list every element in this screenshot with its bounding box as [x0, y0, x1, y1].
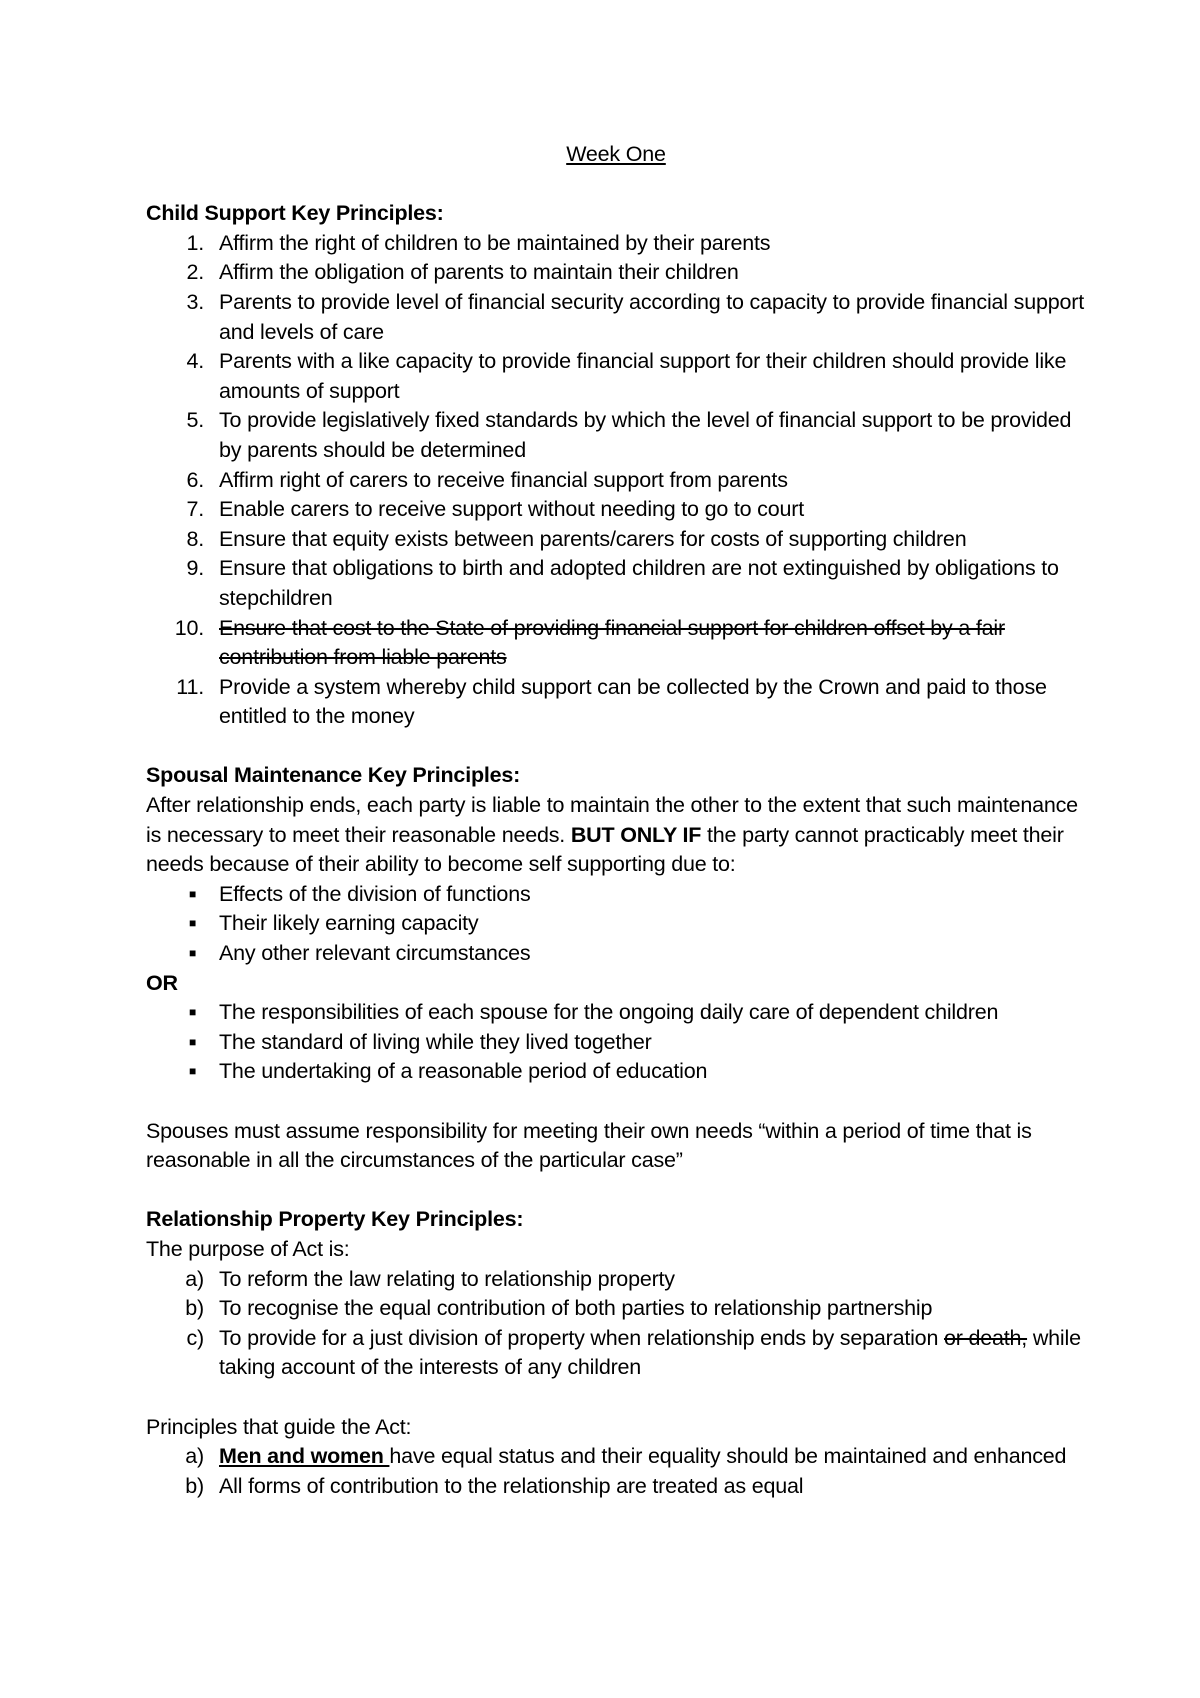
- list-number: 1.: [186, 230, 204, 255]
- bullet-item: [146, 1028, 1086, 1058]
- list-item: [146, 673, 1086, 732]
- list-item-text: Ensure that cost to the State of providing financial support for children offset by a fair contribution from liable parents: [219, 615, 1005, 670]
- page-title: Week One: [566, 142, 666, 166]
- list-item-text: Parents to provide level of financial security according to capacity to provide financial support and levels of care: [219, 289, 1084, 344]
- bullet-text: Effects of the division of functions: [219, 881, 531, 906]
- list-item-struck: [146, 614, 1086, 673]
- bullet-square-icon: ■: [188, 1034, 196, 1049]
- list-number: 10.: [174, 615, 204, 640]
- spousal-heading: Spousal Maintenance Key Principles:: [146, 763, 521, 788]
- list-letter: b): [185, 1296, 204, 1321]
- list-item-text: have equal status and their equality should be maintained and enhanced: [389, 1444, 1067, 1469]
- property-heading: Relationship Property Key Principles:: [146, 1207, 524, 1232]
- list-item-text: Ensure that obligations to birth and adopted children are not extinguished by obligations to stepchildren: [219, 556, 1059, 610]
- list-item-text: Affirm the obligation of parents to maintain their children: [219, 260, 739, 285]
- bullet-text: The responsibilities of each spouse for the ongoing daily care of dependent children: [219, 1000, 999, 1025]
- or-label: OR: [146, 970, 178, 995]
- spousal-intro-text-end: the party cannot practicably meet their needs because of their ability to become self supporting due to:: [146, 822, 1064, 877]
- list-number: 2.: [186, 260, 204, 285]
- list-item: [146, 406, 1086, 465]
- spousal-bullets-b: [146, 998, 1086, 1087]
- list-letter: a): [185, 1444, 204, 1469]
- spousal-bullets-a: [146, 880, 1086, 969]
- list-item: [146, 1265, 1086, 1295]
- list-item: [146, 1324, 1086, 1383]
- spacer: [146, 1087, 1086, 1117]
- bullet-square-icon: ■: [188, 946, 196, 961]
- list-letter: c): [186, 1325, 204, 1350]
- list-item-text: To recognise the equal contribution of both parties to relationship partnership: [219, 1296, 933, 1321]
- bullet-square-icon: ■: [188, 1064, 196, 1079]
- bullet-text: Any other relevant circumstances: [219, 941, 531, 966]
- list-item: [146, 466, 1086, 496]
- list-item-text: Provide a system whereby child support can be collected by the Crown and paid to those entitled to the money: [219, 674, 1047, 729]
- purpose-intro: The purpose of Act is:: [146, 1236, 350, 1261]
- child-support-list: [146, 229, 1086, 732]
- child-support-heading: Child Support Key Principles:: [146, 201, 444, 226]
- bullet-item: [146, 939, 1086, 969]
- list-number: 4.: [186, 349, 204, 374]
- list-item-text: Parents with a like capacity to provide financial support for their children should provide like amounts of support: [219, 349, 1067, 403]
- spousal-intro-text: After relationship ends, each party is liable to maintain the other to the extent that such maintenance is necessary to meet their reasonable needs.: [146, 793, 1078, 847]
- spousal-intro: [146, 791, 1086, 880]
- list-item-text: Enable carers to receive support without needing to go to court: [219, 497, 804, 522]
- bullet-text: The standard of living while they lived together: [219, 1029, 652, 1054]
- spacer: [146, 1383, 1086, 1413]
- list-number: 3.: [186, 289, 204, 314]
- list-item: [146, 495, 1086, 525]
- bullet-text: Their likely earning capacity: [219, 911, 479, 936]
- list-letter: b): [185, 1473, 204, 1498]
- list-number: 9.: [186, 556, 204, 581]
- list-item: [146, 1442, 1086, 1472]
- purpose-list: [146, 1265, 1086, 1383]
- list-item: [146, 1472, 1086, 1502]
- list-item-text: Affirm right of carers to receive financial support from parents: [219, 467, 788, 492]
- bullet-square-icon: ■: [188, 886, 196, 901]
- spousal-closing: Spouses must assume responsibility for meeting their own needs “within a period of time that is reasonable in all the circumstances of the particular case”: [146, 1118, 1032, 1173]
- list-item-text: All forms of contribution to the relationship are treated as equal: [219, 1473, 804, 1498]
- spacer: [146, 1176, 1086, 1206]
- bullet-item: [146, 909, 1086, 939]
- list-number: 7.: [186, 497, 204, 522]
- list-item: [146, 229, 1086, 259]
- struck-text: or death,: [943, 1325, 1028, 1350]
- list-number: 8.: [186, 526, 204, 551]
- list-item-text: To provide for a just division of property when relationship ends by separation: [219, 1325, 944, 1350]
- list-number: 5.: [186, 408, 204, 433]
- list-letter: a): [185, 1266, 204, 1291]
- list-item: [146, 288, 1086, 347]
- list-number: 6.: [186, 467, 204, 492]
- list-item: [146, 258, 1086, 288]
- list-item: [146, 525, 1086, 555]
- list-item-text: Ensure that equity exists between parents/carers for costs of supporting children: [219, 526, 967, 551]
- list-item: [146, 554, 1086, 613]
- principles-intro: Principles that guide the Act:: [146, 1414, 412, 1439]
- bullet-square-icon: ■: [188, 916, 196, 931]
- spacer: [146, 732, 1086, 762]
- principles-list: [146, 1442, 1086, 1501]
- list-item-text: To reform the law relating to relationship property: [219, 1266, 675, 1291]
- list-item: [146, 347, 1086, 406]
- list-item-text: Affirm the right of children to be maintained by their parents: [219, 230, 771, 255]
- emphasis-text: Men and women: [219, 1444, 390, 1469]
- bullet-item: [146, 880, 1086, 910]
- list-item-text: To provide legislatively fixed standards by which the level of financial support to be provided by parents should be determined: [219, 408, 1072, 462]
- bullet-item: [146, 998, 1086, 1028]
- bullet-square-icon: ■: [188, 1005, 196, 1020]
- document-page: [146, 140, 1086, 1501]
- list-item-text-end: while taking account of the interests of any children: [219, 1325, 1081, 1380]
- list-number: 11.: [176, 674, 204, 699]
- bullet-text: The undertaking of a reasonable period of education: [219, 1059, 708, 1084]
- list-item: [146, 1294, 1086, 1324]
- spousal-intro-emphasis: BUT ONLY IF: [570, 822, 702, 847]
- bullet-item: [146, 1057, 1086, 1087]
